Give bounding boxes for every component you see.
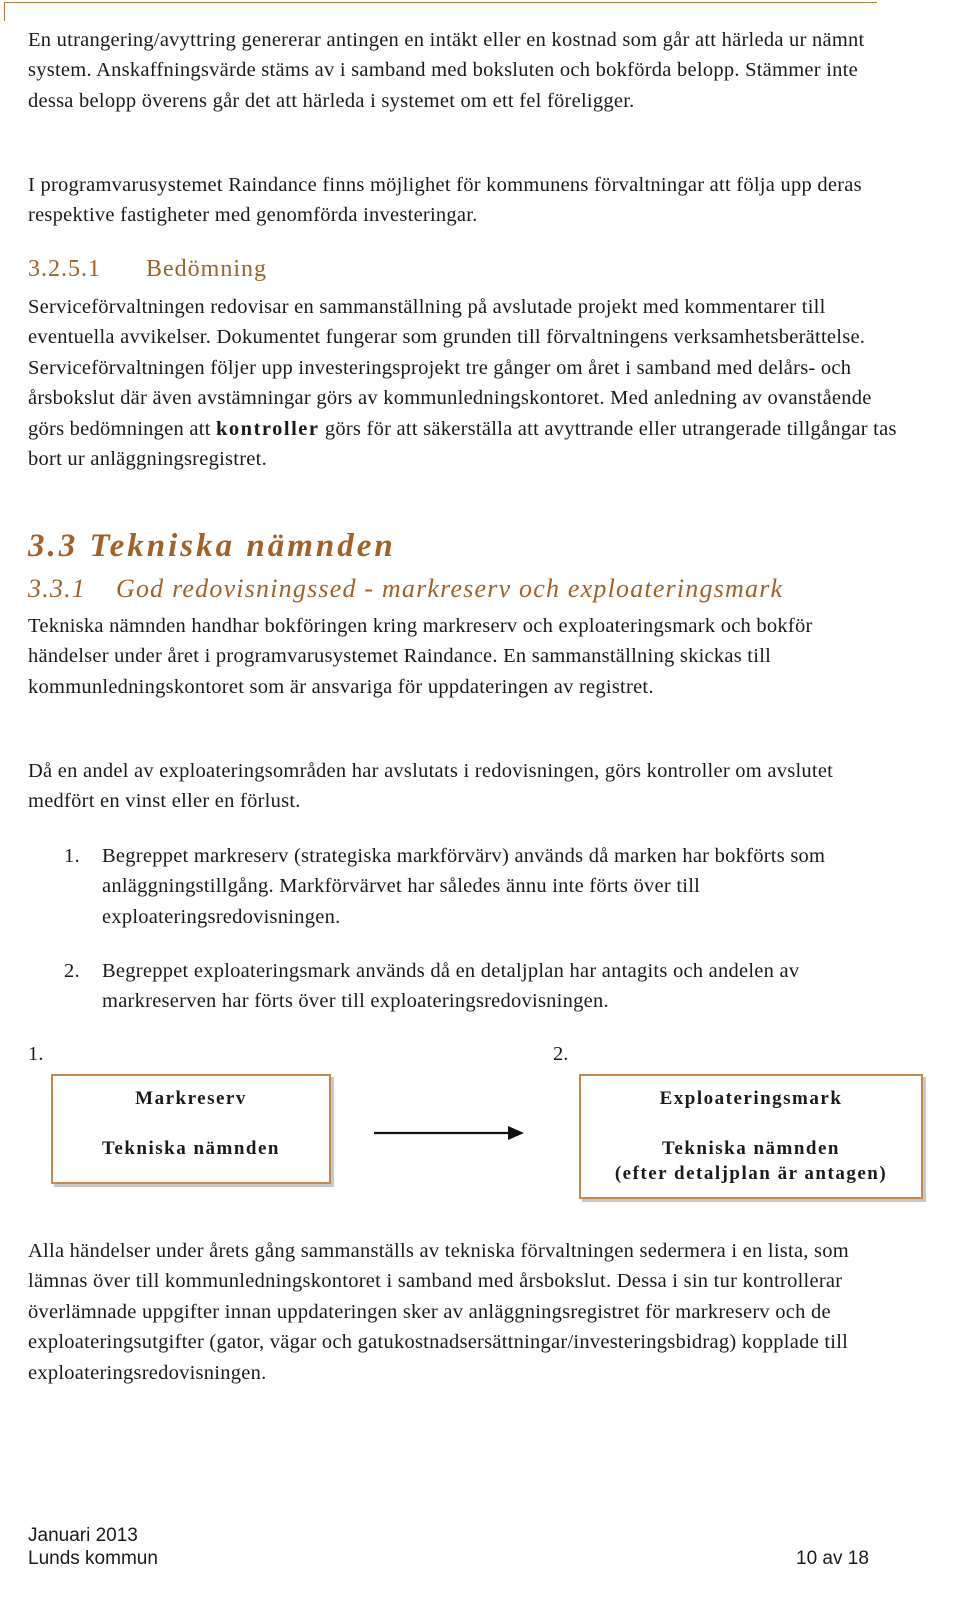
diagram-label-1: 1. (28, 1043, 44, 1065)
heading-sub-title: God redovisningssed - markreserv och exploateringsmark (116, 574, 784, 603)
paragraph-raindance: I programvarusystemet Raindance finns möjlighet för kommunens förvaltningar att följa upp deras respektive fastigheter med genomförda investeringar. (28, 174, 862, 227)
list-number: 2. (64, 960, 80, 982)
heading-bedomning (28, 256, 267, 283)
box-subtitle-2: (efter detaljplan är antagen) (614, 1163, 888, 1184)
box-title: Markreserv (135, 1088, 247, 1109)
paragraph-closing: Alla händelser under årets gång sammanställs av tekniska förvaltningen sedermera i en lista, som lämnas över till kommunledningskontoret i samband med årsbokslut. Dessa i sin tur kontrollerar överlämnade uppgifter innan uppdateringen sker av anläggningsregistret för markreserv och de exploateringsutgifter (gator, vägar och gatukostnadsersättningar/investeringsbidrag) kopplade till exploateringsredovisningen. (28, 1240, 849, 1384)
paragraph-bedomning (28, 292, 898, 474)
bedomning-text-before: Serviceförvaltningen redovisar en sammanställning på avslutade projekt med kommentarer till eventuella avvikelser. Dokumentet fungerar som grunden till förvaltningens verksamhetsberättelse. Serviceförvaltningen följer upp investeringsprojekt tre gånger om året i samband med delårs- och årsbokslut där även avstämningar görs av kommunledningskontoret. Med anledning av ovanstående görs bedömningen att (28, 296, 872, 440)
heading-sub-number: 3.3.1 (28, 574, 86, 603)
page-number: 10 av 18 (796, 1548, 869, 1569)
footer-org: Lunds kommun (28, 1548, 158, 1569)
heading-tekniska-namnden: 3.3 Tekniska nämnden (28, 528, 396, 564)
box-subtitle: Tekniska nämnden (661, 1138, 840, 1159)
bedomning-bold-word: kontroller (216, 417, 320, 440)
heading-title: Bedömning (146, 256, 267, 282)
diagram-label-2: 2. (553, 1043, 569, 1065)
page-corner-rule (4, 2, 877, 21)
box-subtitle: Tekniska nämnden (101, 1138, 280, 1159)
list-number: 1. (64, 845, 80, 867)
bedomning-text-after: görs för att säkerställa att avyttrande eller utrangerade tillgångar tas bort ur anläggningsregistret. (28, 417, 897, 471)
exploateringsmark-box (579, 1074, 923, 1199)
box-title: Exploateringsmark (659, 1088, 843, 1109)
arrow-right-icon (374, 1122, 526, 1144)
paragraph-tekniska: Tekniska nämnden handhar bokföringen kring markreserv och exploateringsmark och bokför händelser under året i programvarusystemet Raindance. En sammanställning skickas till kommunledningskontoret som är ansvariga för uppdateringen av registret. (28, 615, 813, 698)
list-text: Begreppet markreserv (strategiska markförvärv) används då marken har bokförts som anläggningstillgång. Markförvärvet har således ännu inte förts över till exploateringsredovisningen. (102, 845, 826, 928)
list-item (64, 956, 884, 1017)
heading-god-redovisningssed (28, 574, 783, 604)
paragraph-exploatering: Då en andel av exploateringsområden har avslutats i redovisningen, görs kontroller om avslutet medfört en vinst eller en förlust. (28, 760, 834, 813)
footer-date: Januari 2013 (28, 1525, 138, 1546)
list-item (64, 841, 884, 932)
heading-number: 3.2.5.1 (28, 256, 101, 282)
paragraph-utrangering: En utrangering/avyttring genererar antingen en intäkt eller en kostnad som går att härleda ur nämnt system. Anskaffningsvärde stäms av i samband med boksluten och bokförda belopp. Stämmer inte dessa belopp överens går det att härleda i systemet om ett fel föreligger. (28, 29, 865, 112)
markreserv-box (51, 1074, 331, 1184)
list-text: Begreppet exploateringsmark används då en detaljplan har antagits och andelen av markreserven har förts över till exploateringsredovisningen. (102, 960, 800, 1013)
